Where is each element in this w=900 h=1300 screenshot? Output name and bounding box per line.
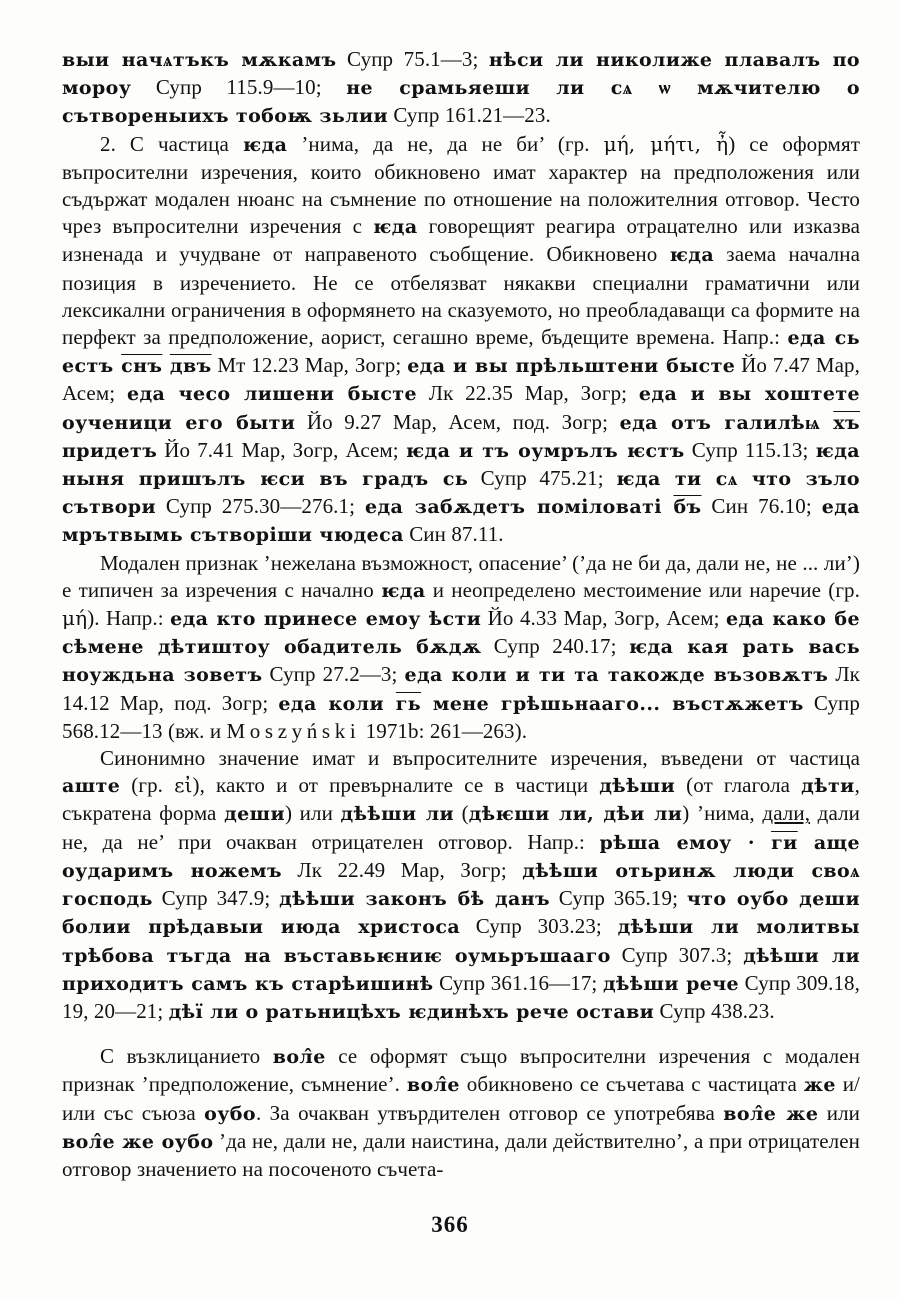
ocs-quote: нѣси ли николиже плавалъ по мороу [62,49,860,100]
ocs-quote: оубо [204,1102,256,1125]
body-text: Супр 275.30—276.1; [155,494,365,519]
ocs-quote: аште [62,775,121,798]
page-text-block [62,46,860,1183]
body-text: Супр 361.16—17; [433,970,603,995]
ocs-quote: еда и вы хоштете оученици его быти [62,383,860,434]
ocs-quote: еда забѫдетъ поміловаті [364,496,674,519]
ocs-quote: еда отъ галилѣѩ [619,411,834,434]
body-text: или [818,1100,860,1125]
paragraph [62,1043,860,1183]
body-text: ). Напр.: [87,606,171,631]
ocs-quote: дѣѣши ли приходитъ самъ къ старѣишинѣ [62,944,860,995]
body-text: Супр 303.23; [460,914,618,939]
ocs-quote-titlo: бъ [673,496,702,519]
body-text: ), както и от превърналите се в частици [192,773,600,798]
body-text: Супр 347.9; [152,886,280,911]
ocs-quote: аще оударимъ ножемъ [62,831,861,882]
ocs-quote: дѣѣши ли [340,803,455,826]
body-text: Супр 115.9—10; [131,75,347,100]
body-text: Супр 309.18, 19, 20—21; [62,970,861,1023]
body-text: Супр 115.13; [684,437,816,462]
page-number: 366 [431,1212,469,1237]
body-text: Йо 4.33 Мар, Зогр, Асем; [481,606,726,631]
body-text: . За очакван утвърдителен отговор се употребява [255,1100,724,1125]
body-text: Лк 22.49 Мар, Зогр; [281,857,523,882]
body-text: ’нима, да не, да не би’ (гр. [287,131,604,156]
body-text: говорещият реагира отрацателно или изказва изненада и учудване от направеното съобщение. Обикновено [62,214,860,267]
body-text: (от глагола [675,773,802,798]
ocs-quote-titlo: двъ [169,355,212,378]
ocs-quote-titlo: хъ [833,411,860,434]
body-text: Йо 9.27 Мар, Асем, под. Зогр; [295,409,620,434]
ocs-quote: еда како бе сѣмене дѣтиштоу обадитель бѫдѫ [62,608,860,659]
ocs-quote: ѥда [381,579,426,602]
body-text: и неопределено местоимение или наречие (гр. [425,577,860,602]
body-text: Супр 568.12—13 (вж. и [62,690,860,743]
ocs-quote: рѣша емоу · [599,831,772,854]
body-text: Супр 475.21; [468,466,617,491]
ocs-quote: же [803,1074,836,1097]
body-text: Супр 75.1—3; [336,47,489,71]
paragraph [62,46,860,131]
ocs-quote: вол̂е [406,1074,460,1097]
body-text: , съкратена форма [62,773,861,826]
body-text: и/или със съюза [62,1072,860,1125]
ocs-quote: ѥда ти сѧ что зъло сътвори [62,468,860,519]
ocs-quote: еда и вы прѣльштени бысте [407,355,736,378]
body-text: се оформят също въпросителни изречения с модален признак ’предположение, съмнение’. [62,1044,860,1097]
body-text: 1971b: 261—263). [360,718,528,743]
latin-reference: Moszyński [226,718,361,743]
body-text: Супр 307.3; [610,942,744,967]
body-text: обикновено се съчетава с частицата [459,1072,804,1097]
ocs-quote-titlo: ги [771,831,798,854]
greek-text: μή, μήτι, ἦ [603,131,729,156]
ocs-quote: ѥда [373,216,418,239]
paragraph [62,550,860,745]
body-text: ) или [284,801,341,826]
body-text: Супр 240.17; [481,634,629,659]
body-text: Лк 22.35 Мар, Зогр; [416,381,639,406]
ocs-quote: дѣѣши ли молитвы трѣбова тъгда на въставьѥниѥ оумьръшааго [62,916,860,967]
greek-text: μή [62,606,88,631]
body-text: Модален признак ’нежелана възможност, опасение’ (’да не би да, дали не, не ... ли’) е типичен за изречения с начално [62,550,860,602]
underlined-text: дали, [762,801,811,826]
ocs-quote: ѥда ныня пришълъ ѥси въ градъ сь [62,439,860,491]
ocs-quote: мене грѣшьнааго... въстѫжетъ [421,692,804,715]
ocs-quote: дѣѥши ли, дѣи ли [468,803,683,826]
ocs-quote: дѣѣши отьринѫ люди своѧ господь [62,859,860,911]
body-text: Син 87.11. [403,522,504,547]
ocs-quote: вол̂е же оубо [62,1130,214,1153]
body-text: Мт 12.23 Мар, Зогр; [211,353,408,378]
ocs-quote: еда мрътвымь сътворіши чюдеса [62,496,860,547]
body-text: 2. С частица [100,131,243,156]
ocs-quote: дѣѣши рече [602,972,740,995]
ocs-quote: ѥда [669,244,715,267]
ocs-quote: ѥда и тъ оумрълъ ѥстъ [405,439,685,462]
ocs-quote: еда коли и ти та такожде възовѫтъ [404,664,829,687]
body-text: Синонимно значение имат и въпросителните изречения, въведени от частица [100,746,860,771]
body-text: (гр. [120,773,175,798]
ocs-quote: выи начѧтъкъ мѫкамъ [62,49,337,71]
ocs-quote-titlo: снъ [121,355,163,378]
ocs-quote-titlo: гь [395,692,422,715]
body-text: ( [454,801,469,826]
ocs-quote: вол̂е [272,1046,326,1069]
ocs-quote: еда коли [278,692,396,715]
body-text: Супр 161.21—23. [388,103,551,128]
body-text: Супр 27.2—3; [262,662,405,687]
ocs-quote: вол̂е же [723,1102,819,1125]
body-text: дали не, да не’ при очакван отрицателен отговор. Напр.: [62,801,860,854]
ocs-quote: дѣти [801,775,855,798]
ocs-quote: дѣѣши законъ бѣ данъ [279,888,550,911]
body-text: ) се оформят въпросителни изречения, които обикновено имат характер на предположения или съдържат модален нюанс на съмнение по отношение на положителния отговор. Често чрез въпросителни изречения с [62,131,860,239]
ocs-quote: деши [224,803,285,826]
body-text: Йо 7.47 Мар, Асем; [62,353,861,406]
ocs-quote: ѥда кая рать вась ноуждьна зоветъ [62,636,860,687]
body-text: С възклицанието [100,1044,273,1069]
ocs-quote: еда сь естъ [62,327,861,378]
ocs-quote: дѣї ли о ратьницѣхъ ѥдинѣхъ рече остави [168,1000,655,1023]
body-text: ) ’нима, [682,801,763,826]
ocs-quote: что оубо деши болии прѣдавыи июда христоса [62,888,860,939]
body-text: Йо 7.41 Мар, Зогр, Асем; [157,437,406,462]
body-text: Супр 438.23. [654,998,775,1023]
ocs-quote [162,355,170,377]
ocs-quote: ѥда [242,133,288,156]
body-text: Лк 14.12 Мар, под. Зогр; [62,662,860,715]
ocs-quote: еда кто принесе емоу ѣсти [170,608,482,631]
ocs-quote: придетъ [62,439,158,462]
body-text: заема начална позиция в изречението. Не се отбелязват някакви специални граматични или лексикални ограничения в оформянето на сказуемото, но преобладаващи са формите на перфект за предположение, аорист, сегашно време, бъдещите времена. Напр.: [62,242,860,350]
paragraph [62,131,860,550]
body-text: ’да не, дали не, дали наистина, дали действително’, а при отрицателен отговор значението на посоченото съчета- [62,1128,860,1181]
paragraph [62,745,860,1026]
body-text: Супр 365.19; [550,886,687,911]
ocs-quote: еда чесо лишени бысте [126,383,417,406]
body-text: Син 76.10; [701,494,822,519]
ocs-quote: дѣѣши [599,775,676,798]
greek-text: εἰ [174,773,193,798]
ocs-quote: не срамьяеши ли сѧ ѡ мѫчителю о сътвореныихъ тобоѭ зьлии [62,77,860,128]
